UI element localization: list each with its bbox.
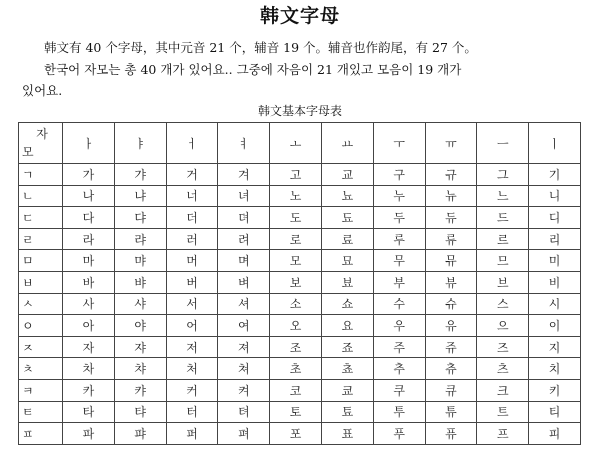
syllable-cell: 누 bbox=[373, 185, 425, 207]
syllable-cell: 뇨 bbox=[321, 185, 373, 207]
vowel-header-cell: ㅠ bbox=[425, 123, 477, 164]
syllable-cell: 카 bbox=[63, 379, 115, 401]
syllable-cell: 느 bbox=[477, 185, 529, 207]
syllable-cell: 피 bbox=[529, 423, 581, 445]
syllable-cell: 으 bbox=[477, 315, 529, 337]
syllable-cell: 쇼 bbox=[321, 293, 373, 315]
syllable-cell: 니 bbox=[529, 185, 581, 207]
syllable-cell: 버 bbox=[166, 271, 218, 293]
syllable-cell: 녀 bbox=[218, 185, 270, 207]
syllable-cell: 르 bbox=[477, 228, 529, 250]
syllable-cell: 포 bbox=[270, 423, 322, 445]
syllable-cell: 여 bbox=[218, 315, 270, 337]
syllable-cell: 쟈 bbox=[114, 336, 166, 358]
syllable-cell: 캬 bbox=[114, 379, 166, 401]
syllable-cell: 라 bbox=[63, 228, 115, 250]
syllable-cell: 머 bbox=[166, 250, 218, 272]
syllable-cell: 투 bbox=[373, 401, 425, 423]
table-row bbox=[19, 185, 581, 207]
syllable-cell: 브 bbox=[477, 271, 529, 293]
corner-vowel-label: 모 bbox=[22, 145, 34, 159]
corner-cell bbox=[19, 123, 63, 164]
syllable-cell: 샤 bbox=[114, 293, 166, 315]
syllable-cell: 슈 bbox=[425, 293, 477, 315]
syllable-cell: 교 bbox=[321, 164, 373, 186]
syllable-cell: 펴 bbox=[218, 423, 270, 445]
syllable-cell: 무 bbox=[373, 250, 425, 272]
syllable-cell: 됴 bbox=[321, 207, 373, 229]
syllable-cell: 랴 bbox=[114, 228, 166, 250]
syllable-cell: 트 bbox=[477, 401, 529, 423]
corner-consonant-label: 자 bbox=[36, 127, 48, 141]
consonant-cell: ㅋ bbox=[19, 379, 63, 401]
syllable-cell: 보 bbox=[270, 271, 322, 293]
vowel-header-cell: ㅕ bbox=[218, 123, 270, 164]
syllable-cell: 뉴 bbox=[425, 185, 477, 207]
consonant-cell: ㄴ bbox=[19, 185, 63, 207]
syllable-cell: 그 bbox=[477, 164, 529, 186]
consonant-cell: ㄹ bbox=[19, 228, 63, 250]
vowel-header-cell: ㅛ bbox=[321, 123, 373, 164]
alphabet-table bbox=[18, 122, 581, 445]
syllable-cell: 부 bbox=[373, 271, 425, 293]
consonant-cell: ㅇ bbox=[19, 315, 63, 337]
syllable-cell: 셔 bbox=[218, 293, 270, 315]
consonant-cell: ㄱ bbox=[19, 164, 63, 186]
syllable-cell: 류 bbox=[425, 228, 477, 250]
syllable-cell: 타 bbox=[63, 401, 115, 423]
syllable-cell: 치 bbox=[529, 358, 581, 380]
table-row bbox=[19, 207, 581, 229]
syllable-cell: 묘 bbox=[321, 250, 373, 272]
syllable-cell: 고 bbox=[270, 164, 322, 186]
syllable-cell: 뎌 bbox=[218, 207, 270, 229]
table-row bbox=[19, 423, 581, 445]
syllable-cell: 마 bbox=[63, 250, 115, 272]
vowel-header-cell: ㅣ bbox=[529, 123, 581, 164]
syllable-cell: 쳐 bbox=[218, 358, 270, 380]
syllable-cell: 처 bbox=[166, 358, 218, 380]
syllable-cell: 유 bbox=[425, 315, 477, 337]
syllable-cell: 시 bbox=[529, 293, 581, 315]
syllable-cell: 차 bbox=[63, 358, 115, 380]
syllable-cell: 노 bbox=[270, 185, 322, 207]
syllable-cell: 더 bbox=[166, 207, 218, 229]
syllable-cell: 커 bbox=[166, 379, 218, 401]
table-row bbox=[19, 315, 581, 337]
vowel-header-cell: ㅡ bbox=[477, 123, 529, 164]
syllable-cell: 리 bbox=[529, 228, 581, 250]
syllable-cell: 이 bbox=[529, 315, 581, 337]
table-row bbox=[19, 379, 581, 401]
syllable-cell: 텨 bbox=[218, 401, 270, 423]
syllable-cell: 주 bbox=[373, 336, 425, 358]
syllable-cell: 며 bbox=[218, 250, 270, 272]
syllable-cell: 모 bbox=[270, 250, 322, 272]
syllable-cell: 바 bbox=[63, 271, 115, 293]
table-row bbox=[19, 336, 581, 358]
syllable-cell: 듀 bbox=[425, 207, 477, 229]
syllable-cell: 사 bbox=[63, 293, 115, 315]
syllable-cell: 뱌 bbox=[114, 271, 166, 293]
vowel-header-cell: ㅑ bbox=[114, 123, 166, 164]
syllable-cell: 츄 bbox=[425, 358, 477, 380]
syllable-cell: 초 bbox=[270, 358, 322, 380]
syllable-cell: 키 bbox=[529, 379, 581, 401]
syllable-cell: 프 bbox=[477, 423, 529, 445]
page-title: 韩文字母 bbox=[259, 5, 340, 27]
syllable-cell: 도 bbox=[270, 207, 322, 229]
syllable-cell: 터 bbox=[166, 401, 218, 423]
syllable-cell: 켜 bbox=[218, 379, 270, 401]
syllable-cell: 츠 bbox=[477, 358, 529, 380]
syllable-cell: 댜 bbox=[114, 207, 166, 229]
syllable-cell: 먀 bbox=[114, 250, 166, 272]
syllable-cell: 스 bbox=[477, 293, 529, 315]
syllable-cell: 료 bbox=[321, 228, 373, 250]
syllable-cell: 너 bbox=[166, 185, 218, 207]
vowel-header-cell: ㅓ bbox=[166, 123, 218, 164]
syllable-cell: 러 bbox=[166, 228, 218, 250]
syllable-cell: 챠 bbox=[114, 358, 166, 380]
table-row bbox=[19, 401, 581, 423]
syllable-cell: 가 bbox=[63, 164, 115, 186]
syllable-cell: 추 bbox=[373, 358, 425, 380]
syllable-cell: 저 bbox=[166, 336, 218, 358]
syllable-cell: 퓨 bbox=[425, 423, 477, 445]
consonant-cell: ㅅ bbox=[19, 293, 63, 315]
syllable-cell: 큐 bbox=[425, 379, 477, 401]
syllable-cell: 탸 bbox=[114, 401, 166, 423]
consonant-cell: ㅍ bbox=[19, 423, 63, 445]
syllable-cell: 뮤 bbox=[425, 250, 477, 272]
syllable-cell: 갸 bbox=[114, 164, 166, 186]
syllable-cell: 토 bbox=[270, 401, 322, 423]
syllable-cell: 쿠 bbox=[373, 379, 425, 401]
syllable-cell: 쥬 bbox=[425, 336, 477, 358]
syllable-cell: 우 bbox=[373, 315, 425, 337]
table-row bbox=[19, 358, 581, 380]
vowel-header-row bbox=[19, 123, 581, 164]
syllable-cell: 죠 bbox=[321, 336, 373, 358]
syllable-cell: 다 bbox=[63, 207, 115, 229]
syllable-cell: 튜 bbox=[425, 401, 477, 423]
table-row bbox=[19, 164, 581, 186]
table-row bbox=[19, 271, 581, 293]
syllable-cell: 루 bbox=[373, 228, 425, 250]
alphabet-table-body bbox=[19, 123, 581, 445]
syllable-cell: 므 bbox=[477, 250, 529, 272]
syllable-cell: 파 bbox=[63, 423, 115, 445]
syllable-cell: 크 bbox=[477, 379, 529, 401]
vowel-header-cell: ㅏ bbox=[63, 123, 115, 164]
syllable-cell: 져 bbox=[218, 336, 270, 358]
intro-paragraph-chinese: 韩文有 40 个字母，其中元音 21 个，辅音 19 个。辅音也作韵尾，有 27 个。 bbox=[44, 40, 477, 55]
syllable-cell: 조 bbox=[270, 336, 322, 358]
syllable-cell: 뷰 bbox=[425, 271, 477, 293]
table-caption: 韩文基本字母表 bbox=[257, 104, 342, 118]
syllable-cell: 겨 bbox=[218, 164, 270, 186]
syllable-cell: 서 bbox=[166, 293, 218, 315]
syllable-cell: 로 bbox=[270, 228, 322, 250]
syllable-cell: 쵸 bbox=[321, 358, 373, 380]
intro-paragraph-korean: 한국어 자모는 총 40 개가 있어요.. 그중에 자음이 21 개있고 모음이 19 개가 bbox=[44, 62, 462, 77]
intro-paragraph-korean-continued: 있어요. bbox=[22, 83, 63, 98]
syllable-cell: 려 bbox=[218, 228, 270, 250]
syllable-cell: 거 bbox=[166, 164, 218, 186]
consonant-cell: ㅊ bbox=[19, 358, 63, 380]
syllable-cell: 오 bbox=[270, 315, 322, 337]
consonant-cell: ㅁ bbox=[19, 250, 63, 272]
syllable-cell: 드 bbox=[477, 207, 529, 229]
syllable-cell: 냐 bbox=[114, 185, 166, 207]
consonant-cell: ㄷ bbox=[19, 207, 63, 229]
syllable-cell: 표 bbox=[321, 423, 373, 445]
syllable-cell: 즈 bbox=[477, 336, 529, 358]
consonant-cell: ㅈ bbox=[19, 336, 63, 358]
syllable-cell: 어 bbox=[166, 315, 218, 337]
table-row bbox=[19, 228, 581, 250]
syllable-cell: 툐 bbox=[321, 401, 373, 423]
syllable-cell: 아 bbox=[63, 315, 115, 337]
vowel-header-cell: ㅗ bbox=[270, 123, 322, 164]
syllable-cell: 쿄 bbox=[321, 379, 373, 401]
syllable-cell: 나 bbox=[63, 185, 115, 207]
consonant-cell: ㅂ bbox=[19, 271, 63, 293]
consonant-cell: ㅌ bbox=[19, 401, 63, 423]
syllable-cell: 뵤 bbox=[321, 271, 373, 293]
syllable-cell: 규 bbox=[425, 164, 477, 186]
syllable-cell: 요 bbox=[321, 315, 373, 337]
syllable-cell: 미 bbox=[529, 250, 581, 272]
syllable-cell: 소 bbox=[270, 293, 322, 315]
syllable-cell: 두 bbox=[373, 207, 425, 229]
table-row bbox=[19, 250, 581, 272]
syllable-cell: 벼 bbox=[218, 271, 270, 293]
syllable-cell: 코 bbox=[270, 379, 322, 401]
table-row bbox=[19, 293, 581, 315]
syllable-cell: 푸 bbox=[373, 423, 425, 445]
syllable-cell: 구 bbox=[373, 164, 425, 186]
syllable-cell: 티 bbox=[529, 401, 581, 423]
syllable-cell: 퍼 bbox=[166, 423, 218, 445]
syllable-cell: 지 bbox=[529, 336, 581, 358]
syllable-cell: 퍄 bbox=[114, 423, 166, 445]
syllable-cell: 야 bbox=[114, 315, 166, 337]
vowel-header-cell: ㅜ bbox=[373, 123, 425, 164]
syllable-cell: 자 bbox=[63, 336, 115, 358]
syllable-cell: 수 bbox=[373, 293, 425, 315]
syllable-cell: 기 bbox=[529, 164, 581, 186]
syllable-cell: 디 bbox=[529, 207, 581, 229]
syllable-cell: 비 bbox=[529, 271, 581, 293]
